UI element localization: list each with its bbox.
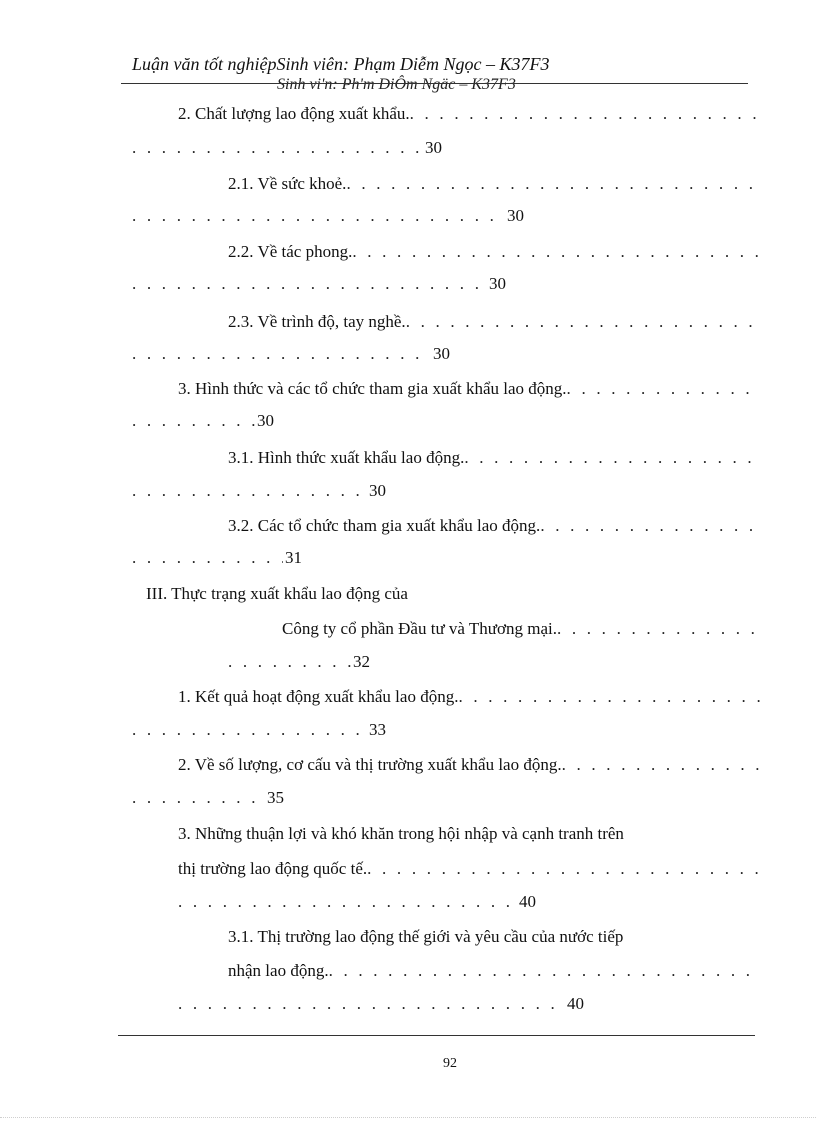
toc-entry-line (228, 310, 760, 334)
toc-entry-title: 2. Về số lượng, cơ cấu và thị trường xuất khẩu lao động. (178, 755, 562, 774)
dot-leader (567, 377, 760, 401)
dot-leader (557, 617, 760, 641)
toc-entry-title-cont: nhận lao động. (228, 961, 329, 980)
toc-entry-line (228, 925, 728, 949)
dot-leader (132, 204, 505, 228)
toc-page-number: 30 (257, 411, 274, 430)
toc-entry-title: 3. Những thuận lợi và khó khăn trong hội nhập và cạnh tranh trên (178, 824, 624, 843)
toc-page-number: 30 (489, 274, 506, 293)
toc-entry-title: Công ty cổ phần Đầu tư và Thương mại. (282, 619, 557, 638)
dot-leader (132, 718, 367, 742)
toc-entry-title: 1. Kết quả hoạt động xuất khẩu lao động. (178, 687, 459, 706)
dot-leader (464, 446, 760, 470)
toc-entry-title: 2.2. Về tác phong. (228, 242, 353, 261)
dot-leader (178, 890, 517, 914)
toc-entry-title-cont: thị trường lao động quốc tế. (178, 859, 368, 878)
toc-entry-line (132, 272, 506, 296)
toc-page-number: 31 (285, 548, 302, 567)
dot-leader (562, 753, 760, 777)
toc-entry-line (132, 409, 274, 433)
toc-entry-line (178, 857, 760, 881)
toc-entry-line (132, 479, 386, 503)
toc-page-number: 33 (369, 720, 386, 739)
toc-entry-title: 3.1. Hình thức xuất khẩu lao động. (228, 448, 465, 467)
toc-entry-line (228, 959, 760, 983)
toc-page-number: 35 (267, 788, 284, 807)
toc-page-number: 30 (369, 481, 386, 500)
toc-entry-line (282, 617, 760, 641)
toc-entry-line (132, 718, 386, 742)
toc-entry-line (228, 172, 760, 196)
toc-entry-line (228, 446, 760, 470)
toc-entry-title: 3. Hình thức và các tổ chức tham gia xuất khẩu lao động. (178, 379, 567, 398)
toc-entry-title: 3.1. Thị trường lao động thế giới và yêu cầu của nước tiếp (228, 927, 624, 946)
toc-entry-title: 3.2. Các tổ chức tham gia xuất khẩu lao động. (228, 516, 541, 535)
dot-leader (346, 172, 760, 196)
dot-leader (132, 136, 423, 160)
footer-rule (118, 1035, 755, 1036)
toc-page-number: 30 (425, 138, 442, 157)
toc-entry-title: 2. Chất lượng lao động xuất khẩu. (178, 104, 410, 123)
toc-entry-line (178, 822, 738, 846)
dot-leader (329, 959, 760, 983)
dot-leader (132, 546, 283, 570)
toc-entry-line (178, 753, 760, 777)
toc-entry-line (178, 685, 760, 709)
dot-leader (132, 786, 265, 810)
toc-page-number: 40 (519, 892, 536, 911)
toc-entry-line (146, 582, 546, 606)
toc-page-number: 30 (433, 344, 450, 363)
toc-entry-line (132, 204, 524, 228)
header-rule (121, 83, 748, 84)
toc-entry-line (178, 890, 536, 914)
toc-page-number: 30 (507, 206, 524, 225)
dot-leader (367, 857, 760, 881)
dot-leader (132, 342, 431, 366)
toc-entry-line (178, 102, 760, 126)
toc-entry-line (132, 546, 302, 570)
toc-entry-line (178, 377, 760, 401)
toc-section-heading: III. Thực trạng xuất khẩu lao động của (146, 584, 408, 603)
dot-leader (132, 272, 487, 296)
toc-entry-line (228, 514, 760, 538)
toc-entry-line (228, 650, 370, 674)
dot-leader (352, 240, 760, 264)
toc-entry-title: 2.3. Về trình độ, tay nghề. (228, 312, 406, 331)
running-header: Luận văn tốt nghiệpSinh viên: Phạm Diễm Ngọc – K37F3 (132, 54, 550, 74)
toc-entry-title: 2.1. Về sức khoẻ. (228, 174, 347, 193)
dot-leader (406, 310, 760, 334)
toc-entry-line (132, 342, 450, 366)
dot-leader (132, 409, 255, 433)
page-bottom-edge (0, 1117, 816, 1118)
dot-leader (458, 685, 760, 709)
dot-leader (410, 102, 760, 126)
dot-leader (178, 992, 565, 1016)
toc-entry-line (228, 240, 760, 264)
dot-leader (228, 650, 351, 674)
toc-entry-line (178, 992, 584, 1016)
toc-entry-line (132, 786, 284, 810)
dot-leader (132, 479, 367, 503)
toc-page-number: 32 (353, 652, 370, 671)
running-header-garbled: Sinh vi'n: Ph'm DiÔm Ngäc – K37F3 (277, 76, 516, 93)
page-number: 92 (443, 1056, 457, 1071)
toc-page-number: 40 (567, 994, 584, 1013)
dot-leader (540, 514, 760, 538)
toc-entry-line (132, 136, 442, 160)
